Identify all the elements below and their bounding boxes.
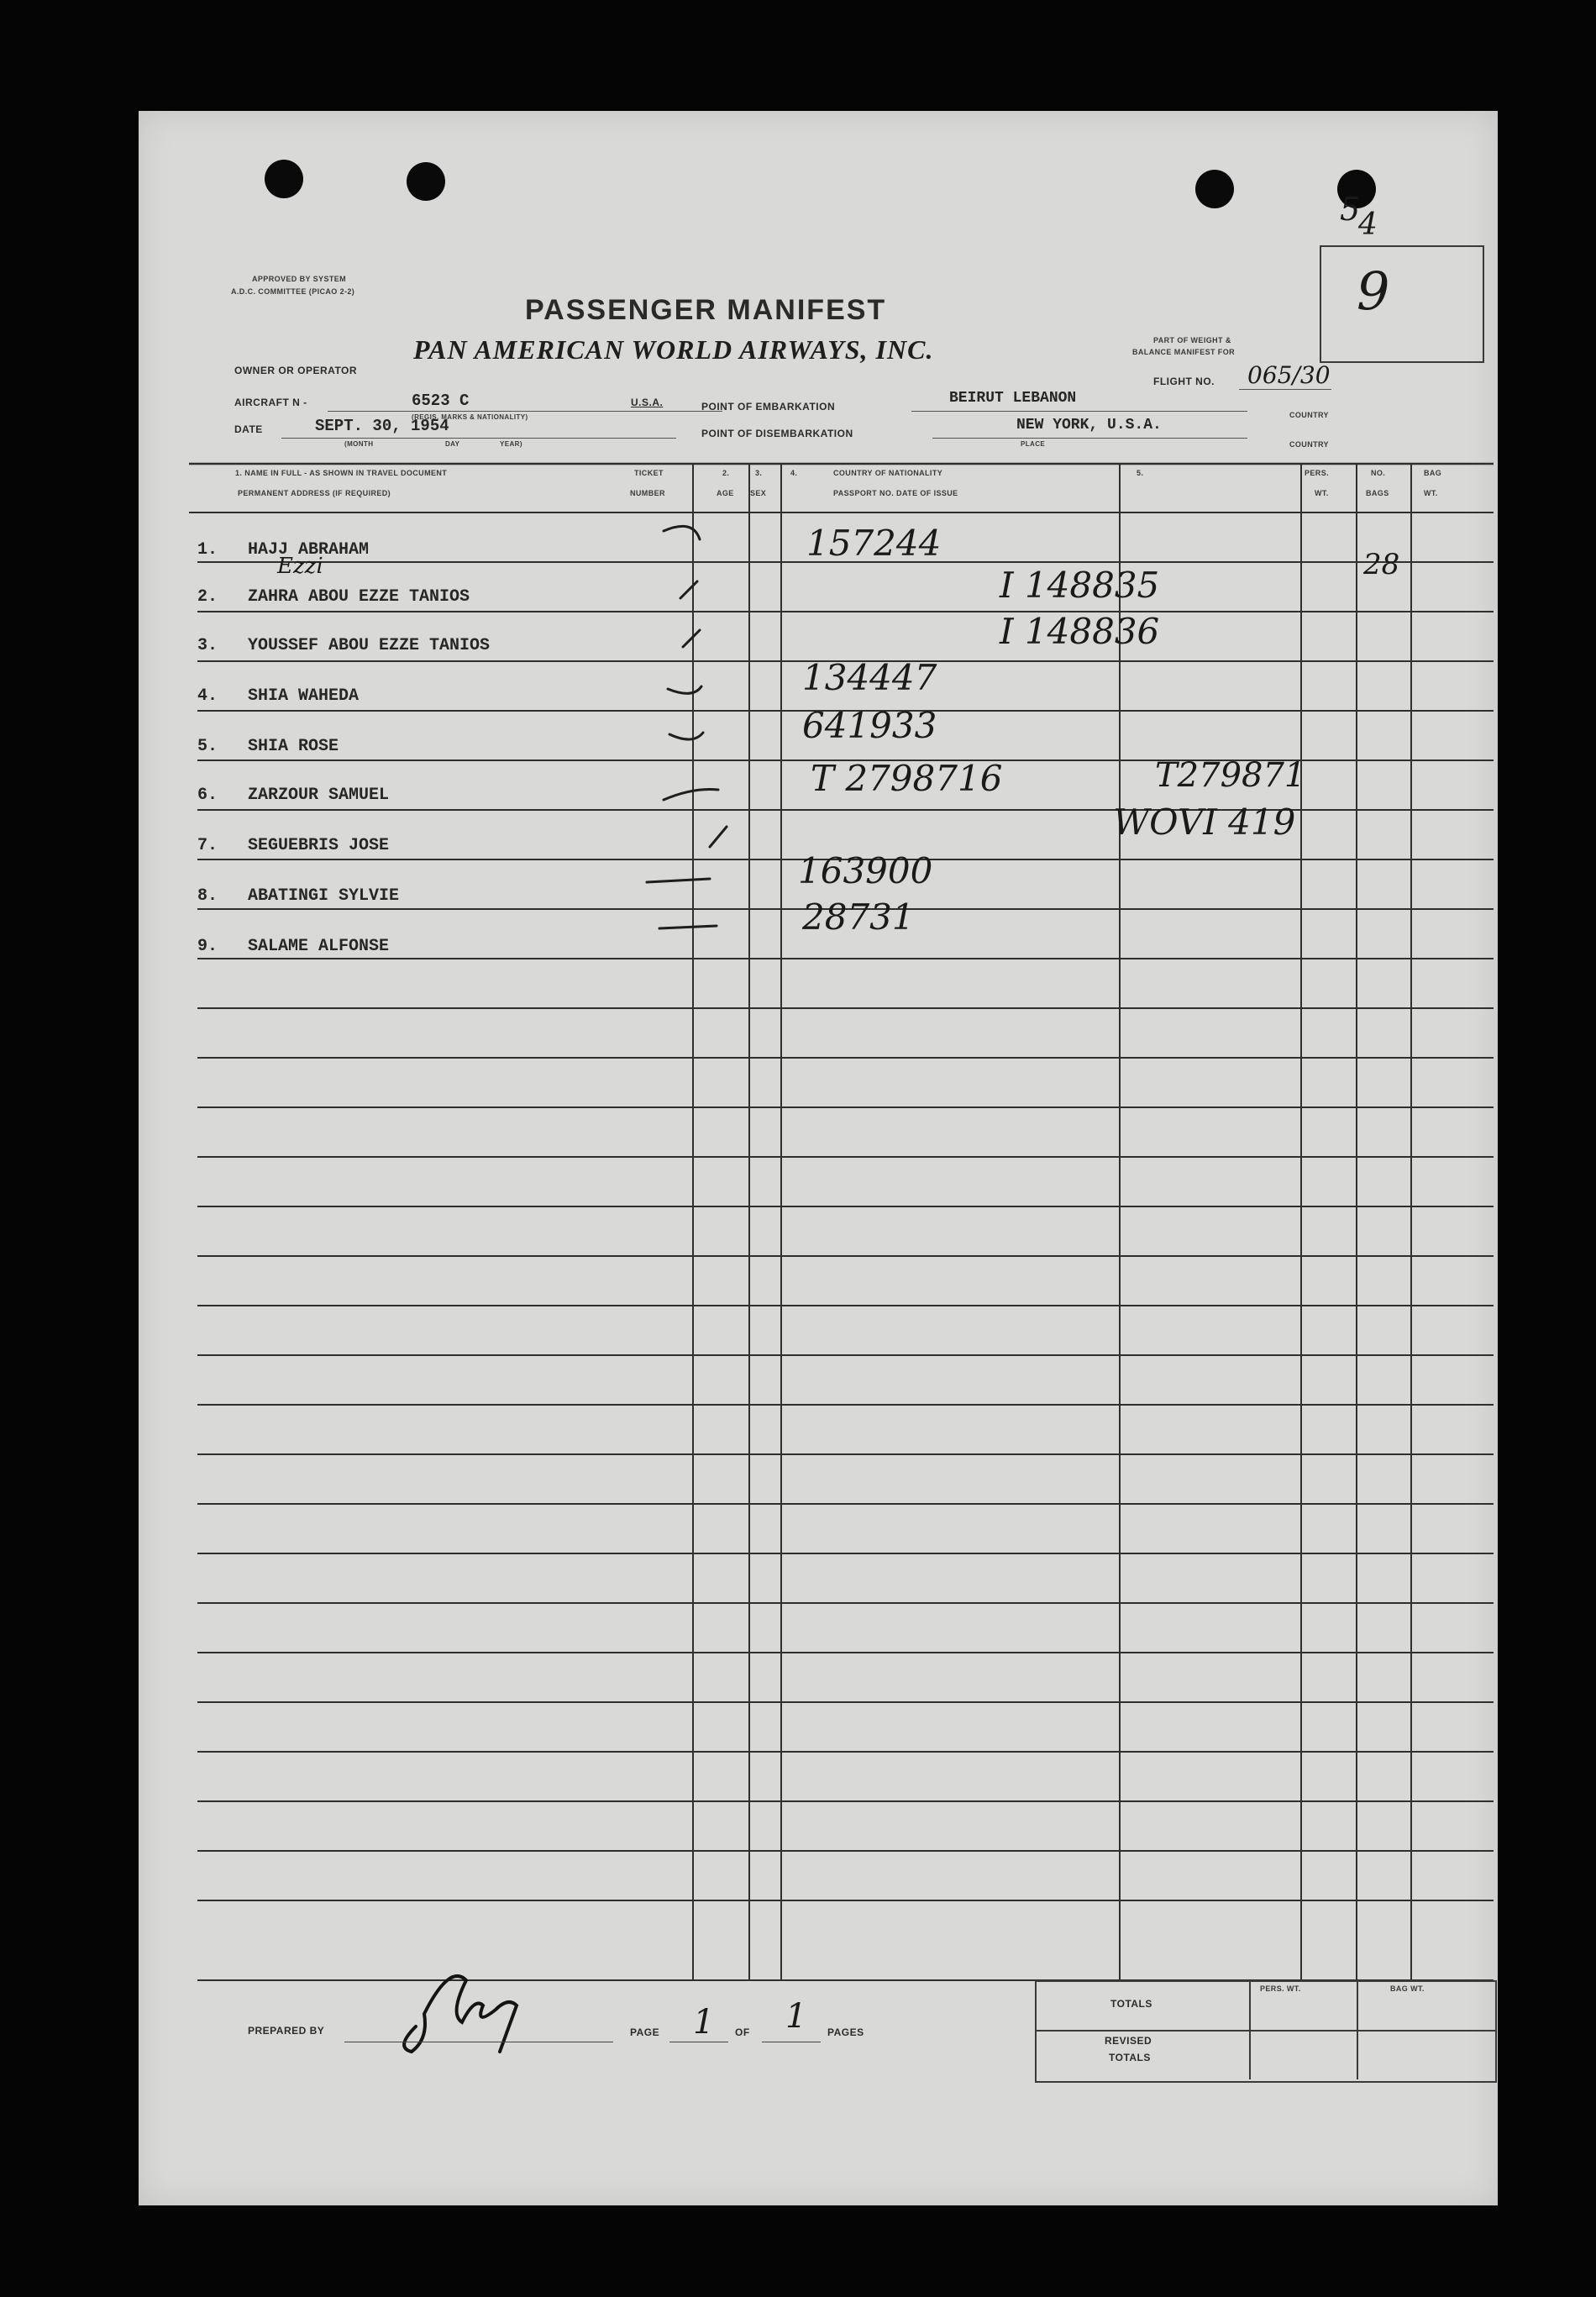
date-sublabel: (MONTH: [344, 440, 374, 448]
column-header-age: 2.: [722, 469, 730, 477]
passport-number: 163900: [798, 850, 933, 891]
column-header-age: AGE: [717, 489, 734, 497]
disembark-label: POINT OF DISEMBARKATION: [701, 428, 853, 439]
date-value: SEPT. 30, 1954: [315, 417, 449, 435]
country-label: COUNTRY: [1289, 411, 1329, 419]
flight-number: 065/30: [1247, 361, 1331, 389]
place-label: PLACE: [1021, 440, 1046, 448]
page-label: PAGE: [630, 2026, 660, 2038]
column-header-name: 1. NAME IN FULL - AS SHOWN IN TRAVEL DOCUMENT: [235, 469, 448, 477]
passenger-number: 1.: [197, 540, 218, 560]
column-header-sex: SEX: [750, 489, 767, 497]
of-value: 1: [785, 1997, 807, 2036]
passenger-number: 3.: [197, 636, 218, 655]
column-header-pers-wt: WT.: [1315, 489, 1329, 497]
date-sublabel: DAY: [445, 440, 460, 448]
passenger-name: HAJJ ABRAHAM: [248, 540, 370, 560]
weight-note: PART OF WEIGHT &: [1153, 336, 1231, 344]
passenger-number: 9.: [197, 937, 218, 956]
passenger-number: 2.: [197, 587, 218, 607]
passport-number: 157244: [806, 523, 942, 564]
aircraft-label: AIRCRAFT N -: [234, 397, 307, 408]
column-header-passport: PASSPORT NO. DATE OF ISSUE: [833, 489, 958, 497]
bag-weight: 28: [1363, 548, 1400, 581]
manifest-sheet: [139, 111, 1498, 2205]
page-value: 1: [693, 2003, 715, 2042]
prepared-by-label: PREPARED BY: [248, 2025, 325, 2037]
corner-mark: 4: [1358, 208, 1378, 242]
disembark-value: NEW YORK, U.S.A.: [1016, 417, 1162, 434]
check-mark: [683, 630, 700, 647]
airline-name: PAN AMERICAN WORLD AIRWAYS, INC.: [413, 334, 934, 365]
passenger-name: SALAME ALFONSE: [248, 937, 390, 956]
check-mark: [664, 790, 718, 801]
passport-number: I 148835: [1000, 565, 1160, 606]
country-value: U.S.A.: [631, 397, 664, 408]
passenger-number: 6.: [197, 786, 218, 805]
check-mark: [668, 686, 701, 693]
owner-label: OWNER OR OPERATOR: [234, 365, 358, 376]
passport-number: 28731: [802, 896, 915, 938]
weight-note: BALANCE MANIFEST FOR: [1132, 348, 1235, 356]
passenger-name: SHIA ROSE: [248, 737, 339, 756]
column-header-bag-wt: WT.: [1424, 489, 1438, 497]
flight-label: FLIGHT NO.: [1153, 376, 1215, 387]
passenger-name: SHIA WAHEDA: [248, 686, 360, 706]
passport-number: 134447: [802, 657, 937, 698]
name-annotation: Ezzi: [277, 554, 323, 579]
passenger-name: YOUSSEF ABOU EZZE TANIOS: [248, 636, 491, 655]
check-mark: [669, 733, 703, 739]
check-mark: [710, 827, 727, 847]
passenger-number: 4.: [197, 686, 218, 706]
passenger-name: ZAHRA ABOU EZZE TANIOS: [248, 587, 470, 607]
passenger-number: 8.: [197, 886, 218, 906]
passenger-name: ABATINGI SYLVIE: [248, 886, 400, 906]
of-label: OF: [735, 2026, 750, 2038]
passport-number: 641933: [802, 705, 937, 746]
column-header-nationality: COUNTRY OF NATIONALITY: [833, 469, 943, 477]
country-label: COUNTRY: [1289, 440, 1329, 449]
check-mark: [664, 526, 700, 539]
passenger-number: 7.: [197, 836, 218, 855]
revised-totals-label: REVISED: [1105, 2035, 1152, 2047]
embark-value: BEIRUT LEBANON: [949, 390, 1077, 407]
aircraft-value: 6523 C: [412, 392, 470, 410]
passport-number-extra: T279871: [1155, 756, 1306, 795]
date-sublabel: YEAR): [500, 440, 522, 448]
passport-number: I 148836: [1000, 611, 1160, 652]
passenger-name: ZARZOUR SAMUEL: [248, 786, 390, 805]
column-header-bags: NO.: [1371, 469, 1386, 477]
column-header-pers-wt: PERS.: [1305, 469, 1330, 477]
corner-mark: 5: [1340, 191, 1361, 228]
passport-number: WOVI 419: [1113, 802, 1296, 843]
column-header-bags: BAGS: [1366, 489, 1389, 497]
date-label: DATE: [234, 423, 263, 435]
preparer-signature: [391, 1947, 542, 2064]
box-number: 9: [1357, 260, 1390, 322]
passenger-number: 5.: [197, 737, 218, 756]
approval-line: APPROVED BY SYSTEM: [252, 275, 347, 283]
column-header-sex: 3.: [755, 469, 763, 477]
totals-label: TOTALS: [1110, 1998, 1152, 2010]
column-header-ticket: NUMBER: [630, 489, 665, 497]
column-header-bag-wt: BAG: [1424, 469, 1442, 477]
column-header-ticket: TICKET: [634, 469, 664, 477]
passenger-name: SEGUEBRIS JOSE: [248, 836, 390, 855]
check-mark: [659, 926, 717, 928]
totals-box: [1035, 1980, 1497, 2083]
column-header-nationality-num: 4.: [790, 469, 798, 477]
revised-totals-label: TOTALS: [1109, 2052, 1151, 2063]
embark-label: POINT OF EMBARKATION: [701, 401, 836, 413]
column-header-address: PERMANENT ADDRESS (IF REQUIRED): [238, 489, 391, 497]
pages-label: PAGES: [827, 2026, 864, 2038]
check-mark: [680, 581, 697, 598]
aircraft-sublabel: (REGIS. MARKS & NATIONALITY): [412, 413, 528, 421]
approval-line: A.D.C. COMMITTEE (PICAO 2-2): [231, 287, 355, 296]
page-title: PASSENGER MANIFEST: [525, 294, 887, 326]
column-header-5: 5.: [1137, 469, 1144, 477]
ticket-check-marks: [139, 111, 1498, 2205]
passport-number: T 2798716: [811, 758, 1003, 799]
bag-wt-label: BAG WT.: [1390, 1984, 1425, 1993]
check-mark: [647, 879, 710, 882]
pers-wt-label: PERS. WT.: [1260, 1984, 1301, 1993]
